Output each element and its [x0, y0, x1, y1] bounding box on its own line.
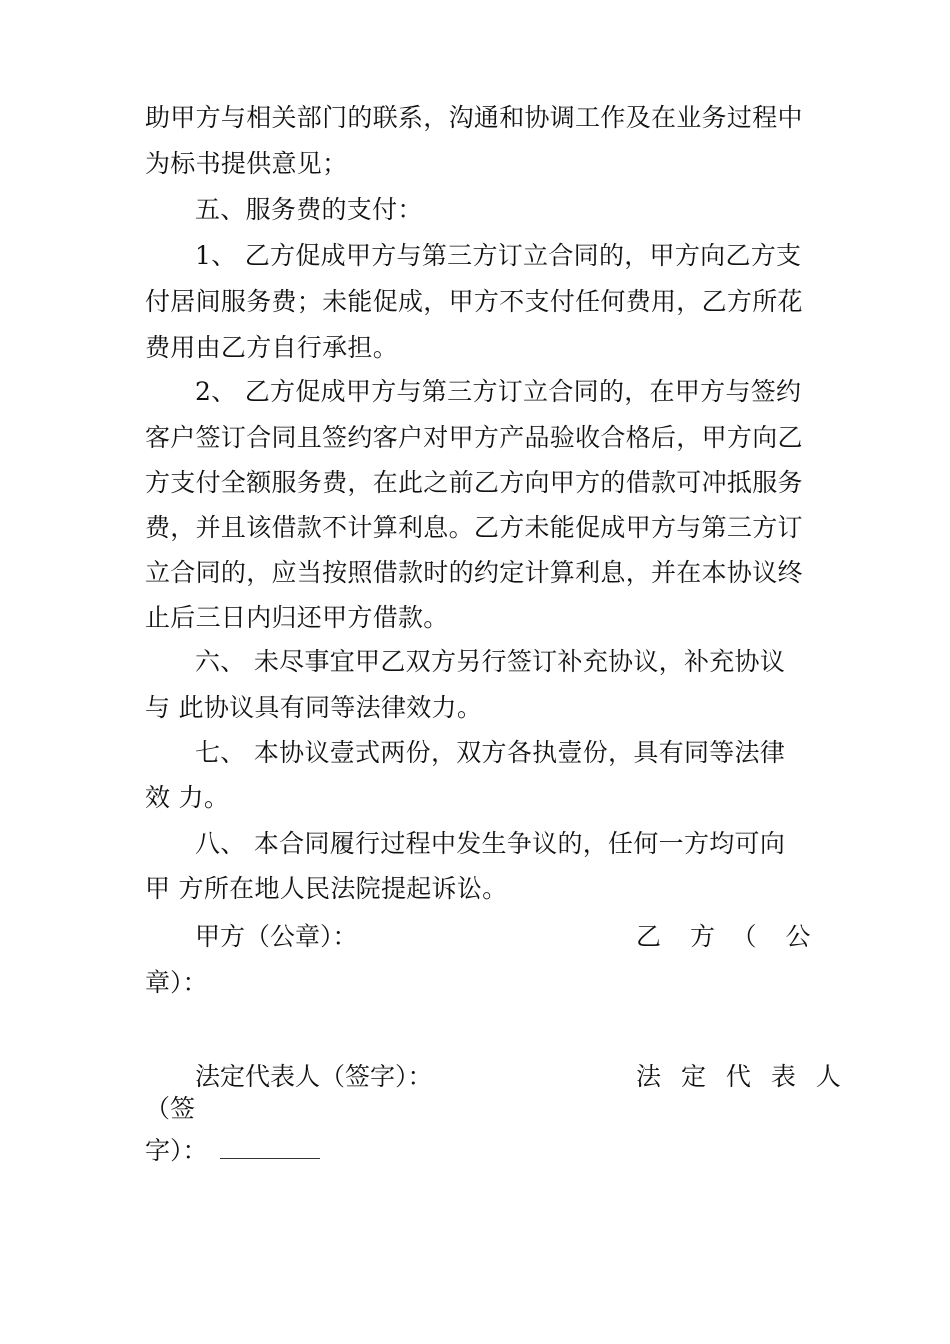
party-b-seal-label: 乙 方 （ 公: [636, 922, 813, 951]
body-line: 1、 乙方促成甲方与第三方订立合同的，甲方向乙方支: [195, 241, 802, 270]
body-line: 客户签订合同且签约客户对甲方产品验收合格后，甲方向乙: [145, 423, 803, 452]
body-line: 付居间服务费；未能促成，甲方不支付任何费用，乙方所花: [145, 287, 803, 316]
body-line: 费用由乙方自行承担。: [145, 333, 399, 362]
body-line: 为标书提供意见；: [145, 149, 348, 178]
party-b-seal-label-cont: 章）：: [145, 968, 208, 997]
signature-line: [220, 1158, 320, 1159]
party-a-seal-label: 甲方（公章）：: [195, 922, 358, 951]
party-a-rep-label: 法定代表人（签字）：: [195, 1062, 433, 1091]
party-b-rep-label: 法 定 代 表 人: [636, 1062, 847, 1091]
party-b-rep-label-cont: （签: [145, 1094, 196, 1123]
body-line: 甲 方所在地人民法院提起诉讼。: [145, 874, 508, 903]
body-line: 费，并且该借款不计算利息。乙方未能促成甲方与第三方订: [145, 513, 803, 542]
body-line: 立合同的，应当按照借款时的约定计算利息，并在本协议终: [145, 558, 803, 587]
body-line: 七、 本协议壹式两份，双方各执壹份，具有同等法律: [195, 738, 786, 767]
body-line: 与 此协议具有同等法律效力。: [145, 693, 483, 722]
body-line: 助甲方与相关部门的联系，沟通和协调工作及在业务过程中: [145, 103, 803, 132]
section-heading: 五、服务费的支付：: [195, 195, 423, 224]
body-line: 2、 乙方促成甲方与第三方订立合同的，在甲方与签约: [195, 377, 802, 406]
body-line: 止后三日内归还甲方借款。: [145, 603, 449, 632]
party-b-rep-label-cont: 字）：: [145, 1136, 208, 1165]
body-line: 方支付全额服务费，在此之前乙方向甲方的借款可冲抵服务: [145, 468, 803, 497]
body-line: 六、 未尽事宜甲乙双方另行签订补充协议，补充协议: [195, 647, 786, 676]
body-line: 效 力。: [145, 783, 230, 812]
body-line: 八、 本合同履行过程中发生争议的，任何一方均可向: [195, 829, 786, 858]
